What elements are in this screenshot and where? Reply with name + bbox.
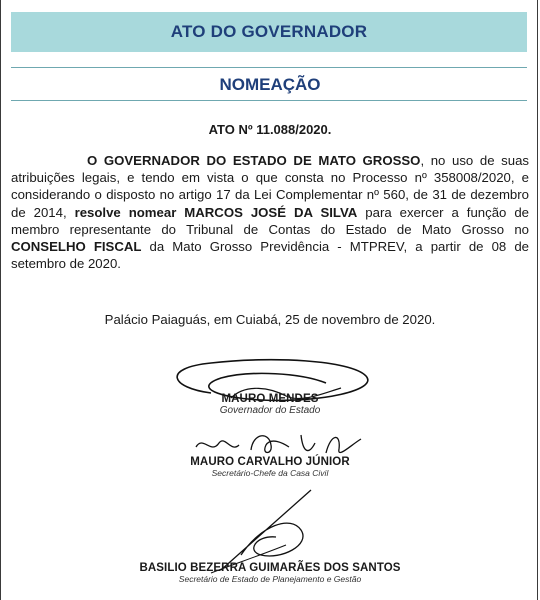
signature-block-2	[1, 456, 539, 479]
header-bar	[11, 12, 527, 52]
body-text-2: para exercer a função de membro representante do Tribunal de Contas do Estado de Mato Grosso no	[11, 204, 529, 237]
body-text-1: , no uso de suas atribuições legais, e tendo em vista o que consta no Processo nº 358008/2020, e considerando o disposto no artigo 17 da Lei Complementar nº 560, de 31 de dezembro de 2014,	[11, 153, 529, 220]
header-title: ATO DO GOVERNADOR	[170, 22, 368, 41]
signer-role-2: Secretário-Chefe da Casa Civil	[211, 468, 329, 478]
body-text-3: da Mato Grosso Previdência - MTPREV, a partir de 08 de setembro de 2020.	[11, 239, 530, 272]
signer-name-2: MAURO CARVALHO JÚNIOR	[190, 456, 350, 468]
signature-block-3	[1, 562, 539, 585]
act-body	[11, 152, 529, 272]
governor-heading: O GOVERNADOR DO ESTADO DE MATO GROSSO	[87, 153, 421, 168]
signer-role-3: Secretário de Estado de Planejamento e Gestão	[178, 574, 362, 584]
section-title: NOMEAÇÃO	[219, 75, 321, 94]
divider-bottom	[11, 100, 527, 101]
act-number: ATO Nº 11.088/2020.	[208, 122, 332, 137]
divider-top	[11, 67, 527, 68]
appointment-clause: resolve nomear MARCOS JOSÉ DA SILVA	[74, 204, 358, 220]
place-and-date: Palácio Paiaguás, em Cuiabá, 25 de novembro de 2020.	[104, 312, 436, 327]
signer-name-1: MAURO MENDES	[221, 393, 319, 405]
signature-block-1	[1, 393, 539, 416]
signer-name-3: BASILIO BEZERRA GUIMARÃES DOS SANTOS	[139, 562, 401, 574]
council-name: CONSELHO FISCAL	[11, 239, 142, 255]
signer-role-1: Governador do Estado	[219, 405, 321, 416]
